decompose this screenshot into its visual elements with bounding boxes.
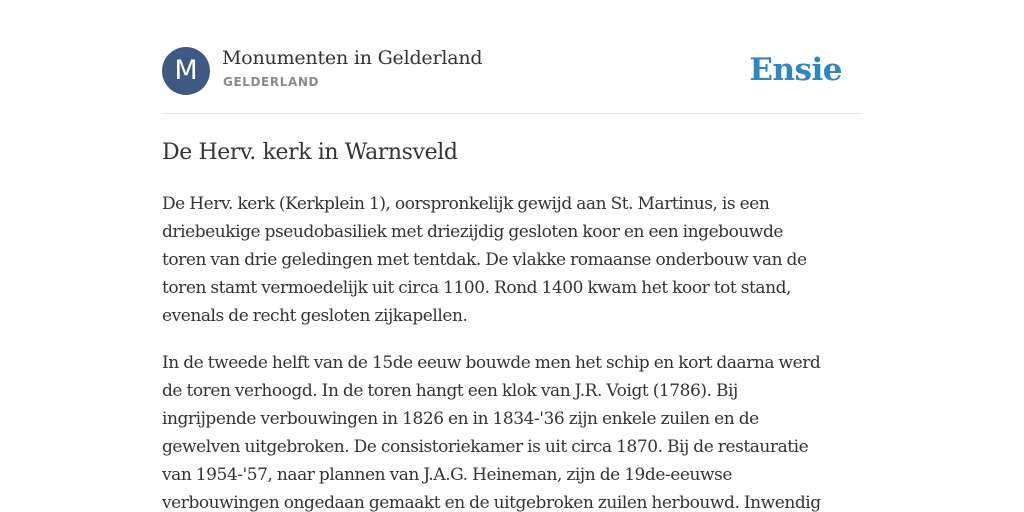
- header-divider: [162, 113, 862, 114]
- paragraph-line: driebeukige pseudobasiliek met driezijdig gesloten koor en een ingebouwde: [162, 222, 784, 242]
- paragraph-line: gewelven uitgebroken. De consistoriekamer is uit circa 1870. Bij de restauratie: [162, 437, 809, 457]
- avatar[interactable]: M: [162, 47, 210, 95]
- article-title: De Herv. kerk in Warnsveld: [162, 140, 458, 165]
- paragraph-line: toren van drie geledingen met tentdak. De vlakke romaanse onderbouw van de: [162, 250, 807, 270]
- paragraph-line: ingrijpende verbouwingen in 1826 en in 1834-'36 zijn enkele zuilen en de: [162, 409, 759, 429]
- paragraph-line: van 1954-'57, naar plannen van J.A.G. Heineman, zijn de 19de-eeuwse: [162, 465, 732, 485]
- paragraph-line: De Herv. kerk (Kerkplein 1), oorspronkelijk gewijd aan St. Martinus, is een: [162, 194, 770, 214]
- header: [162, 46, 862, 96]
- article-paragraph: [162, 190, 862, 330]
- article: [162, 136, 862, 512]
- site-category[interactable]: GELDERLAND: [223, 75, 320, 89]
- paragraph-line: toren stamt vermoedelijk uit circa 1100. Rond 1400 kwam het koor tot stand,: [162, 278, 791, 298]
- site-title[interactable]: Monumenten in Gelderland: [222, 47, 483, 69]
- paragraph-line: evenals de recht gesloten zijkapellen.: [162, 306, 468, 326]
- paragraph-line: In de tweede helft van de 15de eeuw bouwde men het schip en kort daarna werd: [162, 353, 821, 373]
- brand-logo[interactable]: Ensie: [749, 52, 842, 88]
- paragraph-line: verbouwingen ongedaan gemaakt en de uitgebroken zuilen herbouwd. Inwendig: [162, 493, 821, 512]
- article-paragraph: [162, 349, 862, 512]
- paragraph-line: de toren verhoogd. In de toren hangt een klok van J.R. Voigt (1786). Bij: [162, 381, 738, 401]
